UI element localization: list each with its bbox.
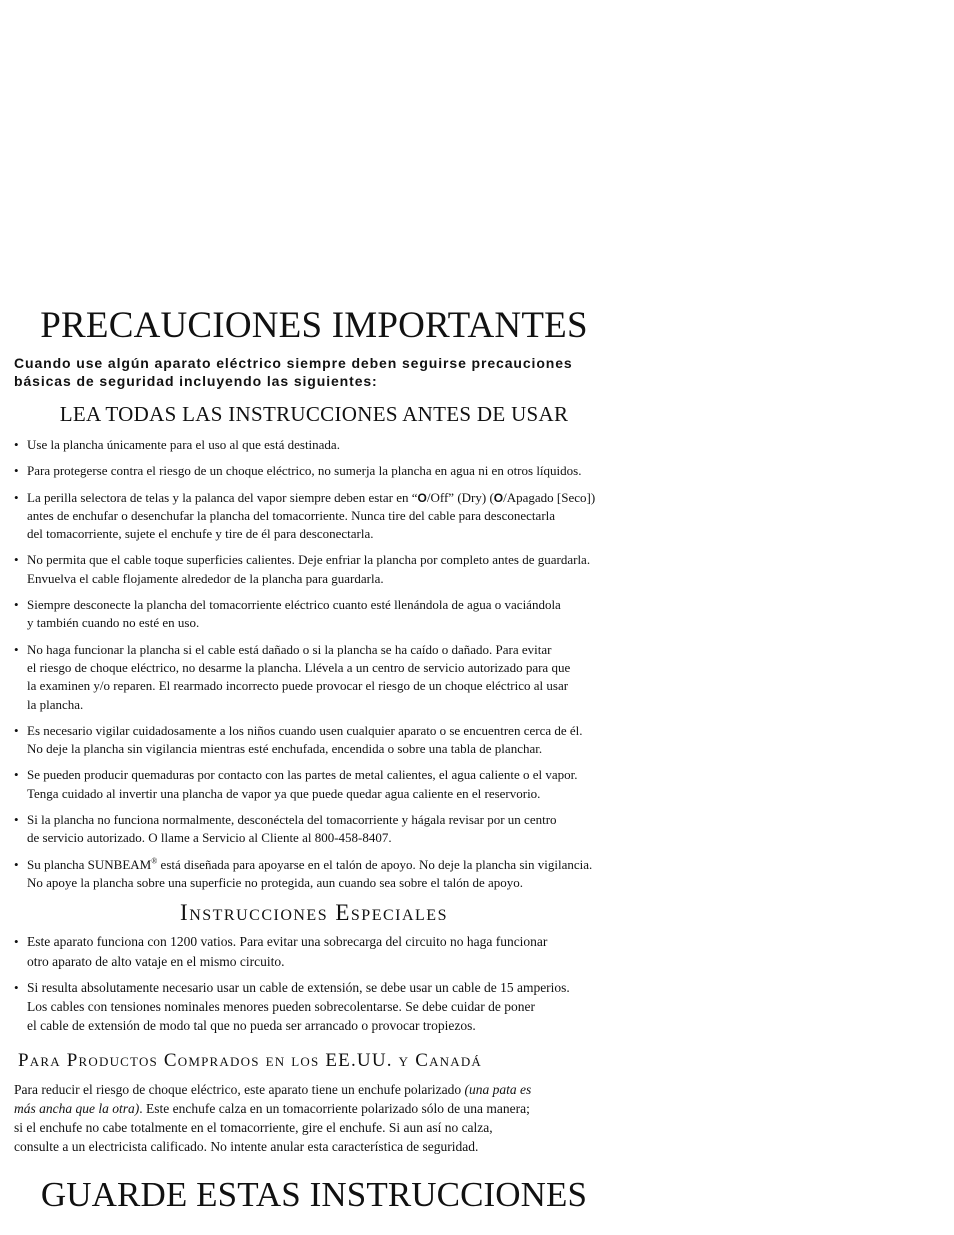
list-item: • Este aparato funciona con 1200 vatios. Para evitar una sobrecarga del circuito no haga funcionar otro aparato de alto vataje en el mismo circuito. <box>14 932 614 971</box>
page-title: PRECAUCIONES IMPORTANTES <box>40 305 588 346</box>
intro-text: Cuando use algún aparato eléctrico siempre deben seguirse precauciones básicas de seguridad incluyendo las siguientes: <box>14 355 573 389</box>
list-item: • La perilla selectora de telas y la palanca del vapor siempre deben estar en “O/Off” (Dry) (O/Apagado [Seco]) antes de enchufar o desenchufar la plancha del tomacorriente. Nunca tire del cable para desconectarla del tomacorriente, sujete el enchufe y tire de él para desconectarla. <box>14 489 614 544</box>
list-item: • Si resulta absolutamente necesario usar un cable de extensión, se debe usar un cable de 15 amperios. Los cables con tensiones nominales menores pueden sobrecolentarse. Se debe cuidar de poner el cable de extensión de modo tal que no pueda ser arrancado o provocar tropiezos. <box>14 978 614 1036</box>
safety-list <box>14 436 614 892</box>
list-item: • Para protegerse contra el riesgo de un choque eléctrico, no sumerja la plancha en agua ni en otros líquidos. <box>14 462 614 480</box>
list-item: • Use la plancha únicamente para el uso al que está destinada. <box>14 436 614 454</box>
list-item: • Se pueden producir quemaduras por contacto con las partes de metal calientes, el agua caliente o el vapor. Tenga cuidado al invertir una plancha de vapor ya que puede quedar agua caliente en el reservorio. <box>14 766 614 803</box>
special-instructions-heading: Instrucciones Especiales <box>180 900 448 926</box>
special-list <box>14 932 614 1035</box>
save-instructions-title: GUARDE ESTAS INSTRUCCIONES <box>40 1174 588 1214</box>
instructions-column <box>14 306 614 1215</box>
us-canada-heading: Para Productos Comprados en los EE.UU. y Canadá <box>18 1049 483 1071</box>
registered-mark: ® <box>151 856 158 866</box>
list-item: • Si la plancha no funciona normalmente, desconéctela del tomacorriente y hágala revisar por un centro de servicio autorizado. O llame a Servicio al Cliente al 800-458-8407. <box>14 811 614 848</box>
read-all-heading: LEA TODAS LAS INSTRUCCIONES ANTES DE USAR <box>59 402 569 426</box>
list-item: • Es necesario vigilar cuidadosamente a los niños cuando usen cualquier aparato o se encuentren cerca de él. No deje la plancha sin vigilancia mientras esté enchufada, encendida o sobre una tabla de planchar. <box>14 722 614 759</box>
list-item: • No haga funcionar la plancha si el cable está dañado o si la plancha se ha caído o dañado. Para evitar el riesgo de choque eléctrico, no desarme la plancha. Llévela a un centro de servicio autorizado para que la examinen y/o reparen. El rearmado incorrecto puede provocar el riesgo de un choque eléctrico al usar la plancha. <box>14 641 614 714</box>
list-item: • No permita que el cable toque superficies calientes. Deje enfriar la plancha por completo antes de guardarla. Envuelva el cable flojamente alrededor de la plancha para guardarla. <box>14 551 614 588</box>
off-symbol: O <box>493 490 504 505</box>
polarized-plug-paragraph: Para reducir el riesgo de choque eléctrico, este aparato tiene un enchufe polarizado (una pata es más ancha que la otra). Este enchufe calza en un tomacorriente polarizado sólo de una manera; si el enchufe no cabe totalmente en el tomacorriente, gire el enchufe. Si aun así no calza, consulte a un electricista calificado. No intente anular esta característica de seguridad. <box>14 1081 532 1155</box>
off-symbol: O <box>417 490 427 505</box>
list-item: • Siempre desconecte la plancha del tomacorriente eléctrico cuanto esté llenándola de agua o vaciándola y también cuando no esté en uso. <box>14 596 614 633</box>
list-item: • Su plancha SUNBEAM® está diseñada para apoyarse en el talón de apoyo. No deje la plancha sin vigilancia. No apoye la plancha sobre una superficie no protegida, aun cuando sea sobre el talón de apoyo. <box>14 856 614 893</box>
